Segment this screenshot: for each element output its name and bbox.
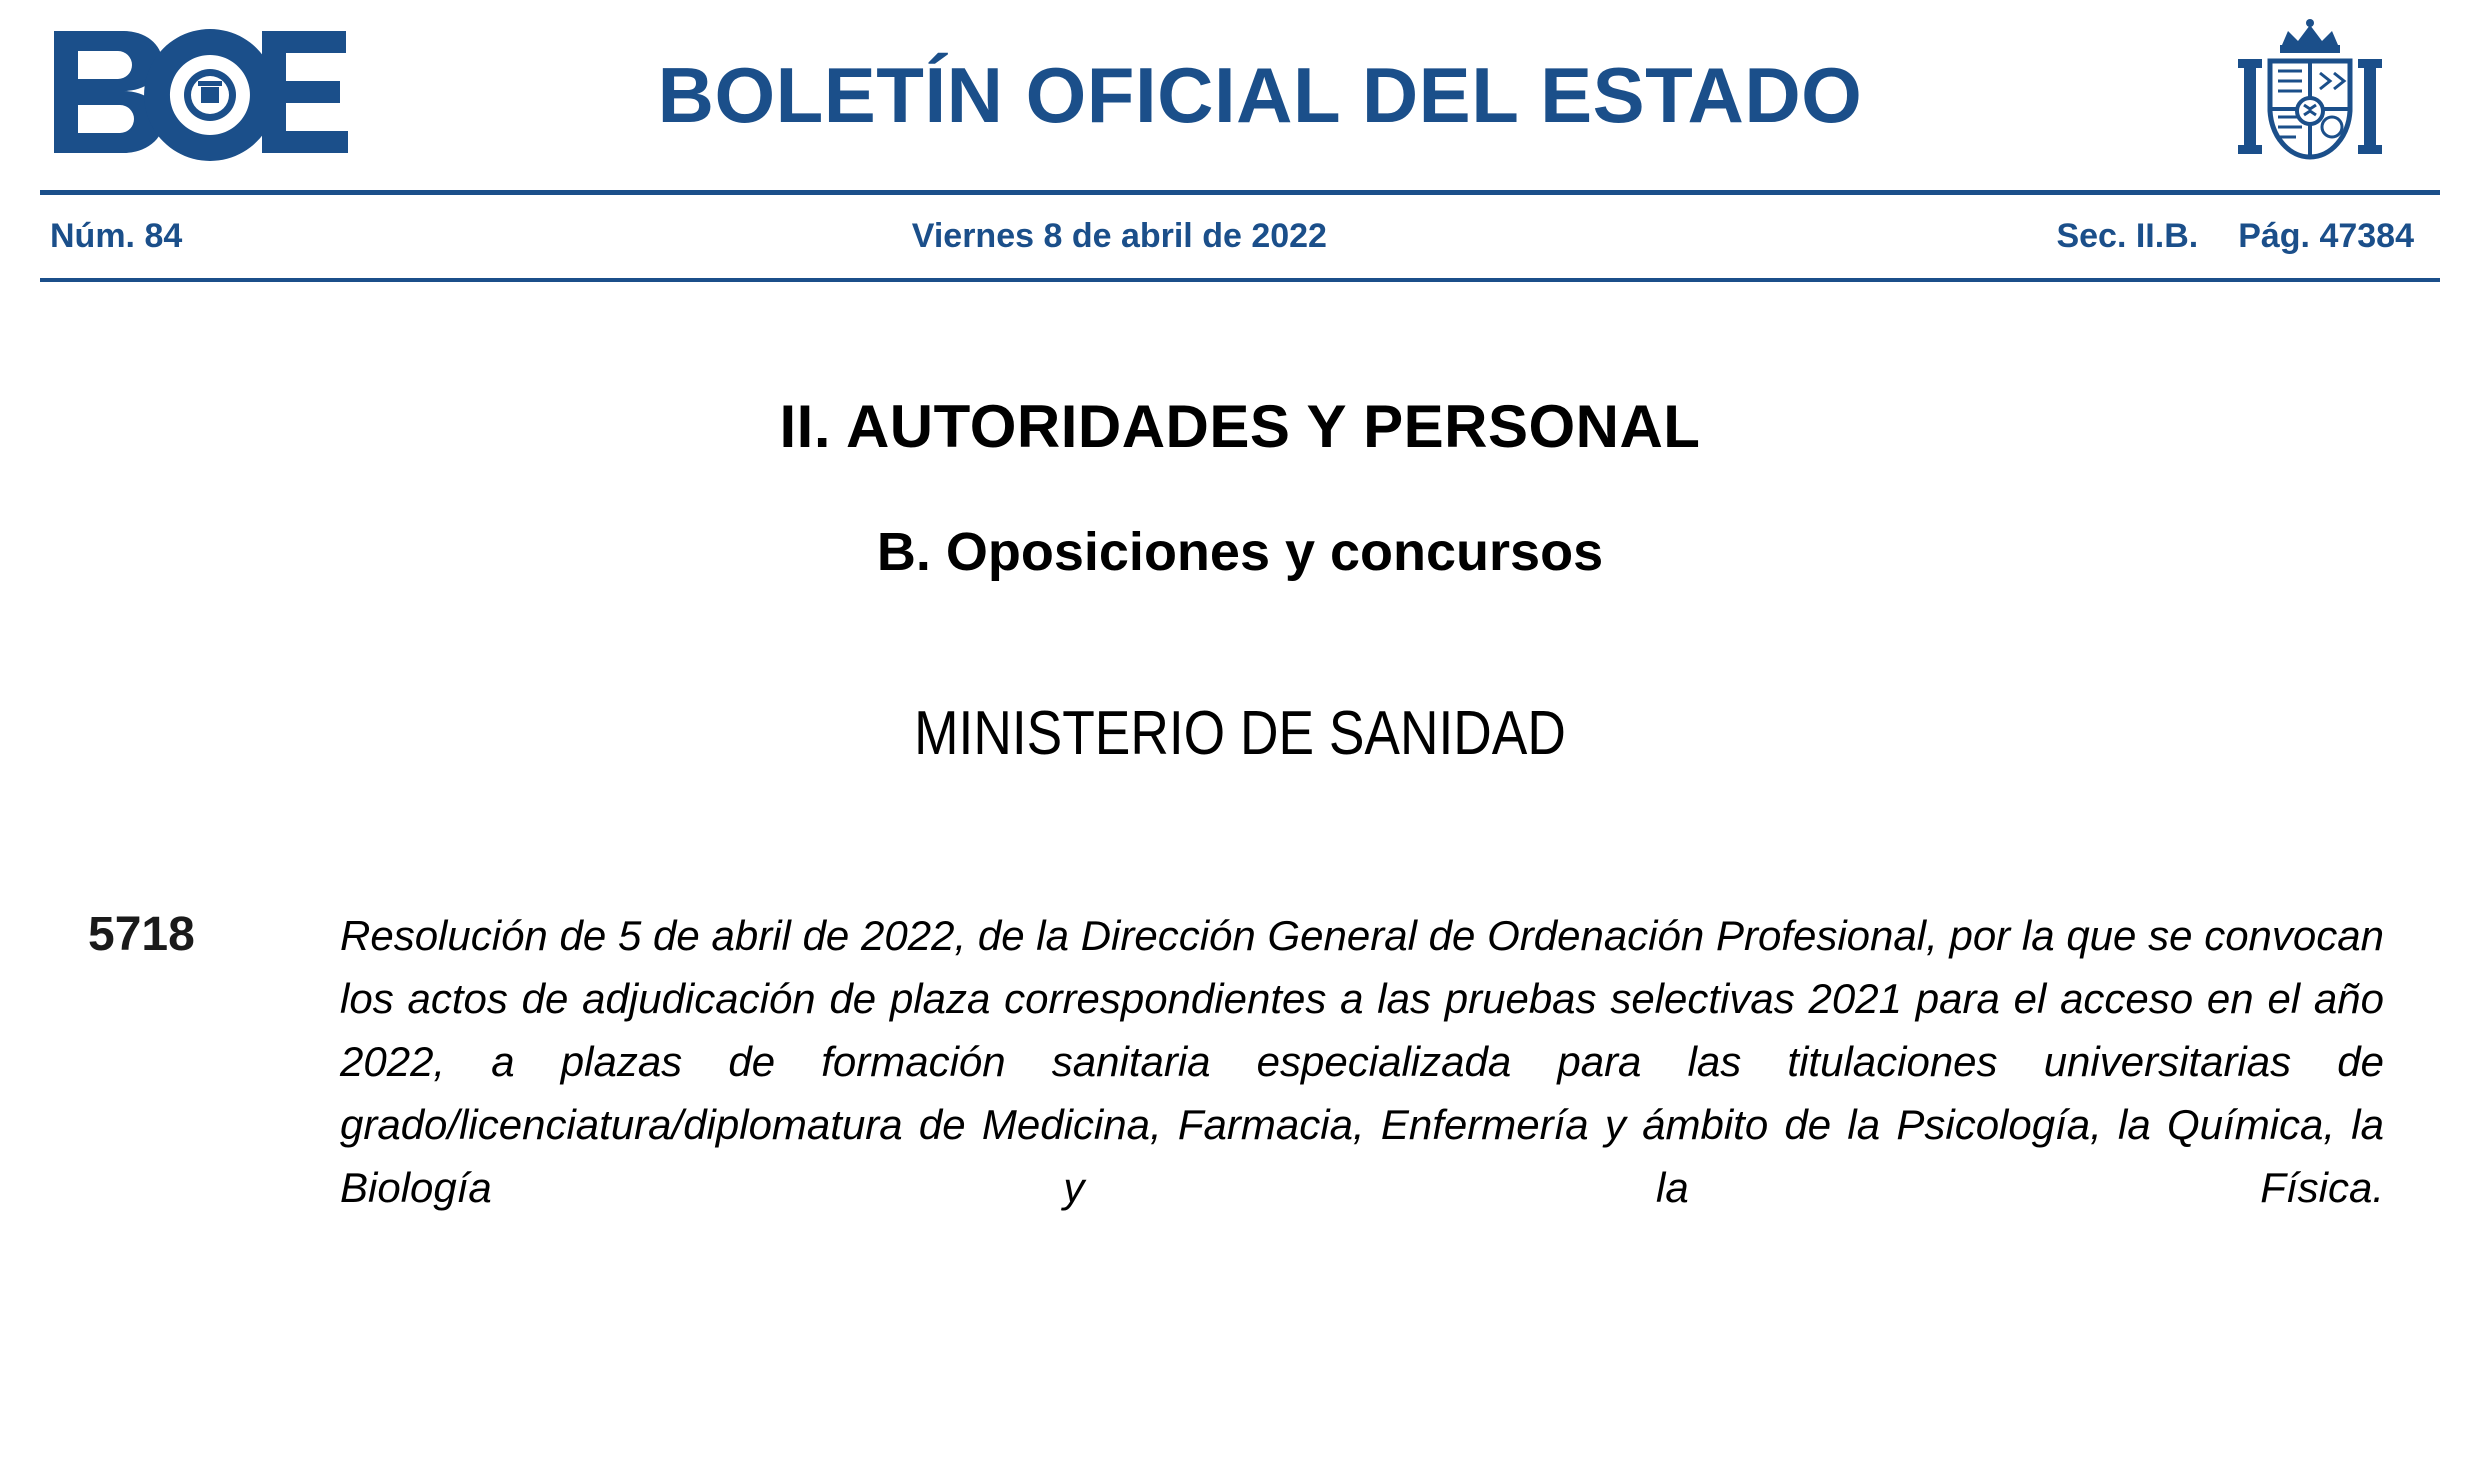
issue-number: Núm. 84 — [50, 217, 183, 255]
section-page-group — [2056, 217, 2430, 256]
section-code: Sec. II.B. — [2056, 217, 2199, 255]
spanish-coat-of-arms-icon — [2210, 15, 2410, 175]
document-content — [40, 392, 2440, 1219]
ministry-heading: MINISTERIO DE SANIDAD — [914, 699, 1566, 768]
entry-summary: Resolución de 5 de abril de 2022, de la Dirección General de Ordenación Profesional, por la que se convocan los actos de adjudicación de plaza correspondientes a las pruebas selectivas 2021 para el acceso en el año 2022, a plazas de formación sanitaria especializada para las titulaciones universitarias de grado/licenciatura/diplomatura de Medicina, Farmacia, Enfermería y ámbito de la Psicología, la Química, la Biología y la Física. — [340, 912, 2384, 1211]
boe-logo-icon — [50, 25, 350, 165]
entry-number: 5718 — [88, 908, 195, 961]
section-heading: II. AUTORIDADES Y PERSONAL — [779, 393, 1701, 460]
entry-item — [50, 904, 2430, 1219]
subsection-heading: B. Oposiciones y concursos — [876, 522, 1604, 582]
header-rule-bottom — [40, 278, 2440, 282]
page-number: Pág. 47384 — [2238, 217, 2414, 255]
masthead-title: BOLETÍN OFICIAL DEL ESTADO — [657, 50, 1863, 139]
header-meta-row — [40, 195, 2440, 278]
issue-date: Viernes 8 de abril de 2022 — [911, 217, 1327, 255]
masthead — [40, 0, 2440, 190]
